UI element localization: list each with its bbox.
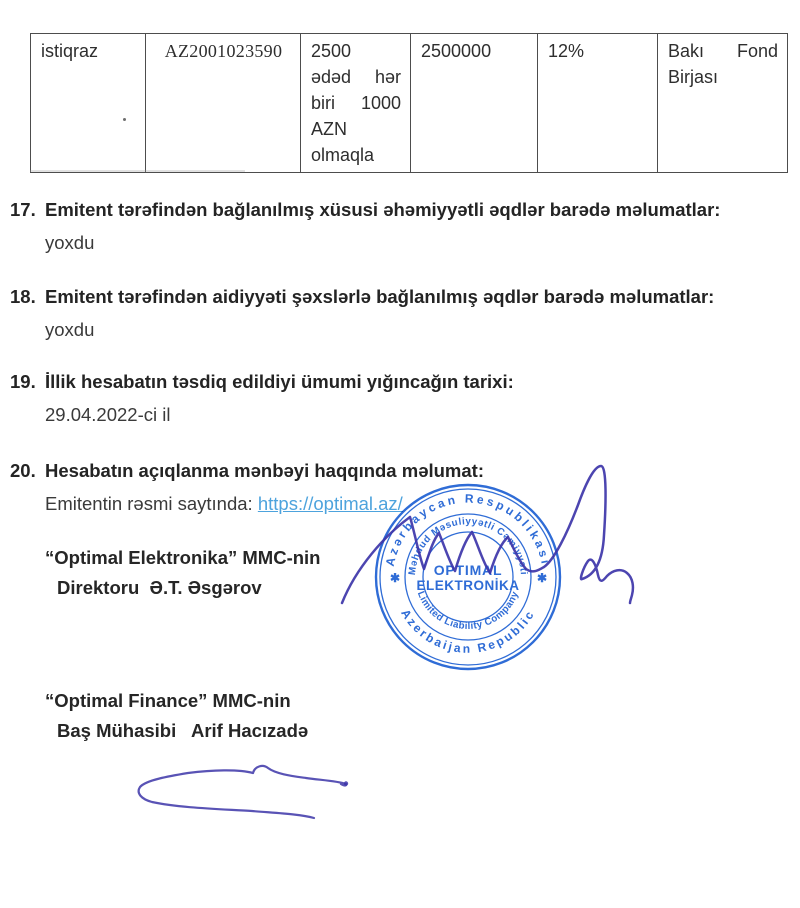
signatory-company: “Optimal Elektronika” MMC-nin	[45, 547, 321, 568]
item-heading: Emitent tərəfindən aidiyyəti şəxslərlə bağlanılmış əqdlər barədə məlumatlar:	[45, 286, 715, 307]
item-number: 17.	[10, 199, 36, 220]
item-heading: Emitent tərəfindən bağlanılmış xüsusi əhəmiyyətli əqdlər barədə məlumatlar:	[45, 199, 721, 220]
item-answer: 29.04.2022-ci il	[45, 404, 171, 425]
stamp-inner-bottom-text: Limited Liability Company	[414, 589, 522, 632]
stamp-outer-bottom-text: Azerbaijan Republic	[398, 606, 538, 656]
cell-security-type: istiqraz	[31, 34, 146, 173]
table-row	[31, 34, 788, 173]
stamp-inner-top-text: Məhdud Məsuliyyətli Cəmiyyəti	[406, 516, 529, 576]
cell-line: biri 1000	[311, 93, 401, 113]
cell-total-value: 2500000	[411, 34, 538, 173]
signatory-director	[45, 543, 320, 603]
stamp-star-right-icon: ✱	[537, 571, 548, 585]
svg-text:Limited Liability Company	[415, 590, 521, 632]
item-answer: yoxdu	[45, 232, 95, 253]
signature-ink-blob	[344, 781, 348, 785]
cell-line: Bakı Fond	[668, 41, 778, 61]
cell-line: ədəd hər	[311, 67, 401, 87]
stamp-star-left-icon: ✱	[390, 571, 401, 585]
cell-line: AZN	[311, 119, 347, 139]
signatory-company: “Optimal Finance” MMC-nin	[45, 690, 291, 711]
cell-line: olmaqla	[311, 145, 375, 165]
stamp-center-line1: OPTIMAL	[433, 562, 503, 578]
scan-speck-artifact	[123, 118, 126, 121]
cell-exchange	[658, 34, 788, 173]
company-stamp	[376, 485, 560, 669]
cell-line: Birjası	[668, 67, 719, 87]
item-number: 18.	[10, 286, 36, 307]
answer-prefix: Emitentin rəsmi saytında:	[45, 493, 258, 514]
website-link[interactable]: https://optimal.az/	[257, 493, 403, 514]
item-18-heading-row	[10, 284, 785, 309]
cell-isin: AZ2001023590	[146, 34, 301, 173]
stamp-center-line2: ELEKTRONİKA	[416, 578, 520, 593]
signatory-accountant	[45, 686, 308, 746]
item-heading: İllik hesabatın təsdiq edildiyi ümumi yığıncağın tarixi:	[45, 371, 514, 392]
item-heading: Hesabatın açıqlanma mənbəyi haqqında məlumat:	[45, 460, 484, 481]
item-19-heading-row	[10, 369, 785, 394]
scan-shadow-artifact	[30, 170, 245, 172]
accountant-signature	[100, 750, 360, 830]
item-17	[10, 197, 785, 255]
item-answer: yoxdu	[45, 319, 95, 340]
item-number: 20.	[10, 460, 36, 481]
signatory-title-name: Baş Mühasibi Arif Hacızadə	[57, 720, 309, 741]
cell-quantity	[301, 34, 411, 173]
item-17-heading-row	[10, 197, 785, 222]
securities-table	[30, 33, 788, 173]
stamp-outer-top-text: Azərbaycan Respublikası	[382, 491, 554, 568]
cell-line: 2500	[311, 41, 352, 61]
item-18	[10, 284, 785, 342]
signatory-title-name: Direktoru Ə.T. Əsgərov	[57, 577, 262, 598]
item-19	[10, 369, 785, 427]
item-number: 19.	[10, 371, 36, 392]
company-stamp-and-signature	[330, 450, 660, 690]
cell-rate: 12%	[538, 34, 658, 173]
